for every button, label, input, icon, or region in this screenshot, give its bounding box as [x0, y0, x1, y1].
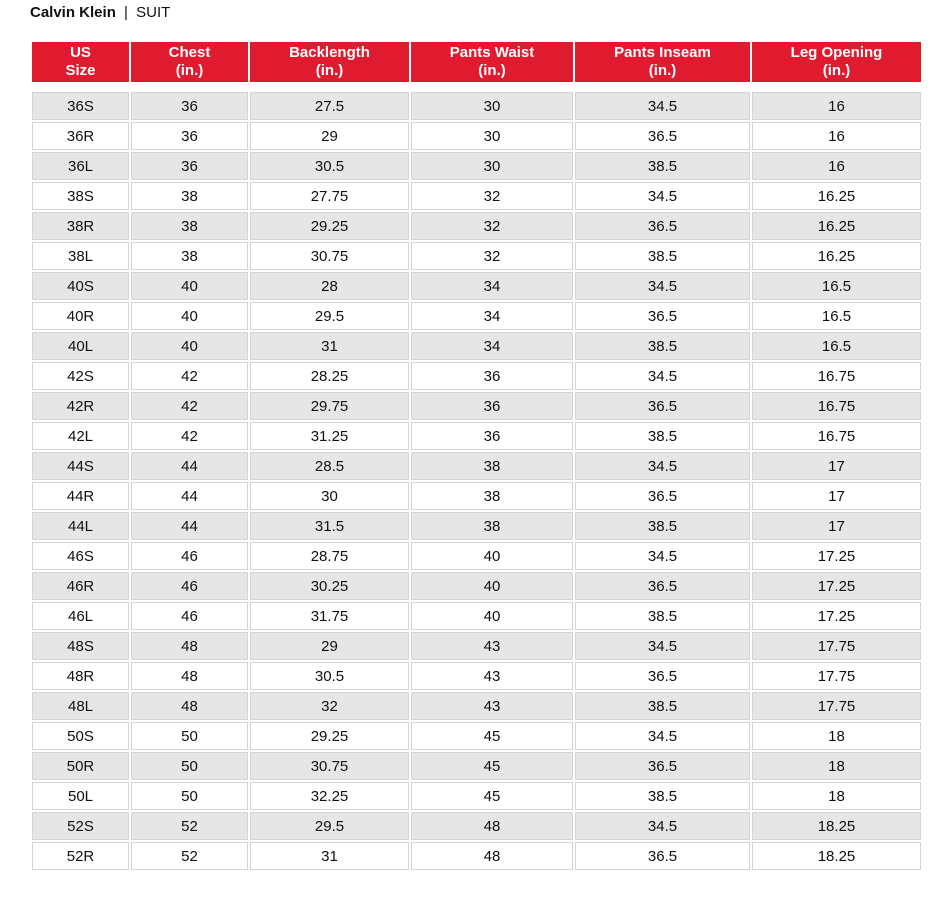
- cell-chest: 44: [131, 512, 248, 540]
- cell-leg-opening: 16: [752, 92, 921, 120]
- cell-pants-inseam: 38.5: [575, 602, 750, 630]
- cell-pants-inseam: 38.5: [575, 512, 750, 540]
- table-row: [32, 362, 921, 390]
- cell-pants-waist: 43: [411, 632, 573, 660]
- cell-chest: 42: [131, 422, 248, 450]
- cell-pants-inseam: 36.5: [575, 572, 750, 600]
- cell-leg-opening: 16.25: [752, 182, 921, 210]
- table-row: [32, 632, 921, 660]
- cell-pants-waist: 38: [411, 482, 573, 510]
- cell-leg-opening: 17.75: [752, 692, 921, 720]
- column-header-label: Leg Opening: [790, 44, 883, 61]
- cell-chest: 46: [131, 572, 248, 600]
- cell-pants-waist: 34: [411, 272, 573, 300]
- cell-us-size: 36R: [32, 122, 129, 150]
- cell-backlength: 29.25: [250, 722, 409, 750]
- table-row: [32, 722, 921, 750]
- cell-pants-waist: 45: [411, 722, 573, 750]
- table-row: [32, 212, 921, 240]
- cell-us-size: 40L: [32, 332, 129, 360]
- cell-leg-opening: 16.5: [752, 272, 921, 300]
- cell-pants-waist: 40: [411, 602, 573, 630]
- header-spacer: [32, 84, 921, 90]
- table-row: [32, 272, 921, 300]
- cell-chest: 50: [131, 722, 248, 750]
- column-header-leg-opening: [752, 42, 921, 82]
- table-row: [32, 782, 921, 810]
- cell-pants-waist: 45: [411, 752, 573, 780]
- cell-leg-opening: 17.75: [752, 662, 921, 690]
- column-header-unit: (in.): [822, 62, 851, 79]
- cell-leg-opening: 16: [752, 122, 921, 150]
- cell-backlength: 31.75: [250, 602, 409, 630]
- cell-pants-waist: 34: [411, 332, 573, 360]
- table-row: [32, 842, 921, 870]
- cell-leg-opening: 16.5: [752, 302, 921, 330]
- cell-pants-waist: 40: [411, 572, 573, 600]
- cell-us-size: 46S: [32, 542, 129, 570]
- cell-chest: 40: [131, 272, 248, 300]
- cell-leg-opening: 16.75: [752, 362, 921, 390]
- cell-pants-waist: 38: [411, 512, 573, 540]
- column-header-pants-waist: [411, 42, 573, 82]
- table-row: [32, 542, 921, 570]
- cell-backlength: 32.25: [250, 782, 409, 810]
- table-row: [32, 512, 921, 540]
- cell-us-size: 42S: [32, 362, 129, 390]
- column-header-label: US: [70, 44, 91, 61]
- cell-pants-inseam: 34.5: [575, 92, 750, 120]
- category-name: SUIT: [136, 4, 171, 21]
- table-row: [32, 482, 921, 510]
- cell-pants-waist: 34: [411, 302, 573, 330]
- cell-leg-opening: 17.25: [752, 602, 921, 630]
- cell-pants-inseam: 34.5: [575, 542, 750, 570]
- cell-us-size: 46R: [32, 572, 129, 600]
- cell-pants-waist: 40: [411, 542, 573, 570]
- table-row: [32, 752, 921, 780]
- column-header-unit: (in.): [648, 62, 677, 79]
- cell-backlength: 28.25: [250, 362, 409, 390]
- table-row: [32, 572, 921, 600]
- cell-pants-inseam: 34.5: [575, 272, 750, 300]
- cell-leg-opening: 18: [752, 752, 921, 780]
- cell-chest: 38: [131, 182, 248, 210]
- cell-leg-opening: 17: [752, 452, 921, 480]
- cell-backlength: 31: [250, 842, 409, 870]
- cell-pants-inseam: 36.5: [575, 392, 750, 420]
- table-row: [32, 812, 921, 840]
- cell-leg-opening: 16.5: [752, 332, 921, 360]
- cell-pants-inseam: 36.5: [575, 122, 750, 150]
- title-separator: |: [124, 4, 128, 21]
- cell-backlength: 31.5: [250, 512, 409, 540]
- cell-pants-waist: 32: [411, 212, 573, 240]
- cell-pants-inseam: 34.5: [575, 182, 750, 210]
- cell-chest: 50: [131, 752, 248, 780]
- column-header-chest: [131, 42, 248, 82]
- cell-pants-inseam: 38.5: [575, 692, 750, 720]
- size-chart-table: [30, 40, 923, 872]
- cell-leg-opening: 18.25: [752, 842, 921, 870]
- cell-us-size: 48R: [32, 662, 129, 690]
- cell-backlength: 31: [250, 332, 409, 360]
- cell-backlength: 31.25: [250, 422, 409, 450]
- cell-us-size: 44L: [32, 512, 129, 540]
- table-row: [32, 602, 921, 630]
- cell-chest: 42: [131, 392, 248, 420]
- cell-backlength: 28: [250, 272, 409, 300]
- column-header-label: Chest: [168, 44, 211, 61]
- cell-pants-inseam: 34.5: [575, 362, 750, 390]
- column-header-unit: (in.): [315, 62, 344, 79]
- cell-chest: 40: [131, 332, 248, 360]
- cell-us-size: 46L: [32, 602, 129, 630]
- cell-leg-opening: 17.25: [752, 572, 921, 600]
- cell-pants-inseam: 38.5: [575, 242, 750, 270]
- cell-backlength: 30.25: [250, 572, 409, 600]
- column-header-pants-inseam: [575, 42, 750, 82]
- cell-pants-waist: 36: [411, 422, 573, 450]
- cell-us-size: 38R: [32, 212, 129, 240]
- cell-pants-inseam: 34.5: [575, 452, 750, 480]
- column-header-unit: (in.): [478, 62, 506, 79]
- cell-chest: 42: [131, 362, 248, 390]
- cell-us-size: 50R: [32, 752, 129, 780]
- cell-chest: 48: [131, 632, 248, 660]
- chart-title: [30, 4, 170, 22]
- cell-us-size: 36L: [32, 152, 129, 180]
- cell-us-size: 50L: [32, 782, 129, 810]
- cell-chest: 44: [131, 452, 248, 480]
- cell-backlength: 28.75: [250, 542, 409, 570]
- cell-leg-opening: 16.25: [752, 212, 921, 240]
- cell-pants-waist: 36: [411, 362, 573, 390]
- cell-us-size: 40S: [32, 272, 129, 300]
- cell-pants-inseam: 38.5: [575, 422, 750, 450]
- cell-chest: 52: [131, 812, 248, 840]
- cell-backlength: 30.75: [250, 242, 409, 270]
- cell-backlength: 29.5: [250, 812, 409, 840]
- cell-us-size: 48S: [32, 632, 129, 660]
- cell-backlength: 29.5: [250, 302, 409, 330]
- cell-pants-inseam: 36.5: [575, 842, 750, 870]
- cell-us-size: 52R: [32, 842, 129, 870]
- table-row: [32, 152, 921, 180]
- cell-pants-inseam: 36.5: [575, 662, 750, 690]
- table-row: [32, 332, 921, 360]
- cell-pants-inseam: 38.5: [575, 332, 750, 360]
- cell-us-size: 44S: [32, 452, 129, 480]
- cell-chest: 44: [131, 482, 248, 510]
- cell-us-size: 38L: [32, 242, 129, 270]
- cell-pants-waist: 30: [411, 92, 573, 120]
- cell-backlength: 29: [250, 122, 409, 150]
- cell-chest: 38: [131, 212, 248, 240]
- cell-backlength: 30: [250, 482, 409, 510]
- column-header-unit: Size: [65, 62, 96, 79]
- column-header-label: Pants Inseam: [614, 44, 711, 61]
- table-row: [32, 692, 921, 720]
- cell-chest: 46: [131, 542, 248, 570]
- cell-leg-opening: 16.25: [752, 242, 921, 270]
- cell-pants-waist: 30: [411, 122, 573, 150]
- cell-leg-opening: 16.75: [752, 422, 921, 450]
- cell-backlength: 27.5: [250, 92, 409, 120]
- cell-pants-inseam: 36.5: [575, 212, 750, 240]
- cell-chest: 40: [131, 302, 248, 330]
- cell-chest: 48: [131, 692, 248, 720]
- table-row: [32, 392, 921, 420]
- cell-pants-inseam: 34.5: [575, 722, 750, 750]
- table-row: [32, 662, 921, 690]
- table-body: [32, 84, 921, 870]
- cell-chest: 48: [131, 662, 248, 690]
- column-header-us-size: [32, 42, 129, 82]
- cell-leg-opening: 17: [752, 482, 921, 510]
- cell-backlength: 30.75: [250, 752, 409, 780]
- cell-pants-inseam: 34.5: [575, 632, 750, 660]
- cell-chest: 36: [131, 152, 248, 180]
- cell-pants-waist: 48: [411, 842, 573, 870]
- table-row: [32, 122, 921, 150]
- cell-us-size: 42R: [32, 392, 129, 420]
- cell-chest: 46: [131, 602, 248, 630]
- cell-chest: 50: [131, 782, 248, 810]
- cell-pants-waist: 45: [411, 782, 573, 810]
- cell-pants-inseam: 34.5: [575, 812, 750, 840]
- cell-leg-opening: 17.75: [752, 632, 921, 660]
- cell-leg-opening: 16: [752, 152, 921, 180]
- cell-chest: 52: [131, 842, 248, 870]
- cell-us-size: 48L: [32, 692, 129, 720]
- cell-us-size: 52S: [32, 812, 129, 840]
- cell-pants-waist: 48: [411, 812, 573, 840]
- cell-leg-opening: 18: [752, 782, 921, 810]
- cell-leg-opening: 18: [752, 722, 921, 750]
- cell-pants-waist: 43: [411, 662, 573, 690]
- cell-backlength: 29.75: [250, 392, 409, 420]
- table-row: [32, 452, 921, 480]
- cell-backlength: 29.25: [250, 212, 409, 240]
- cell-leg-opening: 17: [752, 512, 921, 540]
- cell-leg-opening: 16.75: [752, 392, 921, 420]
- column-header-backlength: [250, 42, 409, 82]
- cell-pants-waist: 38: [411, 452, 573, 480]
- cell-backlength: 29: [250, 632, 409, 660]
- brand-name: Calvin Klein: [30, 4, 116, 21]
- cell-chest: 36: [131, 122, 248, 150]
- cell-leg-opening: 17.25: [752, 542, 921, 570]
- cell-chest: 38: [131, 242, 248, 270]
- cell-us-size: 38S: [32, 182, 129, 210]
- table-row: [32, 302, 921, 330]
- cell-pants-inseam: 38.5: [575, 152, 750, 180]
- cell-us-size: 36S: [32, 92, 129, 120]
- cell-pants-waist: 36: [411, 392, 573, 420]
- table-row: [32, 422, 921, 450]
- cell-pants-inseam: 36.5: [575, 752, 750, 780]
- table-row: [32, 182, 921, 210]
- column-header-label: Backlength: [289, 44, 370, 61]
- cell-us-size: 42L: [32, 422, 129, 450]
- cell-pants-inseam: 36.5: [575, 302, 750, 330]
- cell-pants-waist: 32: [411, 242, 573, 270]
- cell-backlength: 30.5: [250, 152, 409, 180]
- cell-backlength: 32: [250, 692, 409, 720]
- table-row: [32, 92, 921, 120]
- cell-us-size: 50S: [32, 722, 129, 750]
- cell-leg-opening: 18.25: [752, 812, 921, 840]
- cell-pants-inseam: 38.5: [575, 782, 750, 810]
- cell-pants-waist: 43: [411, 692, 573, 720]
- cell-backlength: 27.75: [250, 182, 409, 210]
- cell-backlength: 28.5: [250, 452, 409, 480]
- cell-pants-inseam: 36.5: [575, 482, 750, 510]
- cell-pants-waist: 30: [411, 152, 573, 180]
- table-row: [32, 242, 921, 270]
- cell-us-size: 40R: [32, 302, 129, 330]
- table-header-row: [32, 42, 921, 82]
- cell-pants-waist: 32: [411, 182, 573, 210]
- column-header-label: Pants Waist: [449, 44, 535, 61]
- cell-us-size: 44R: [32, 482, 129, 510]
- cell-backlength: 30.5: [250, 662, 409, 690]
- cell-chest: 36: [131, 92, 248, 120]
- column-header-unit: (in.): [175, 62, 204, 79]
